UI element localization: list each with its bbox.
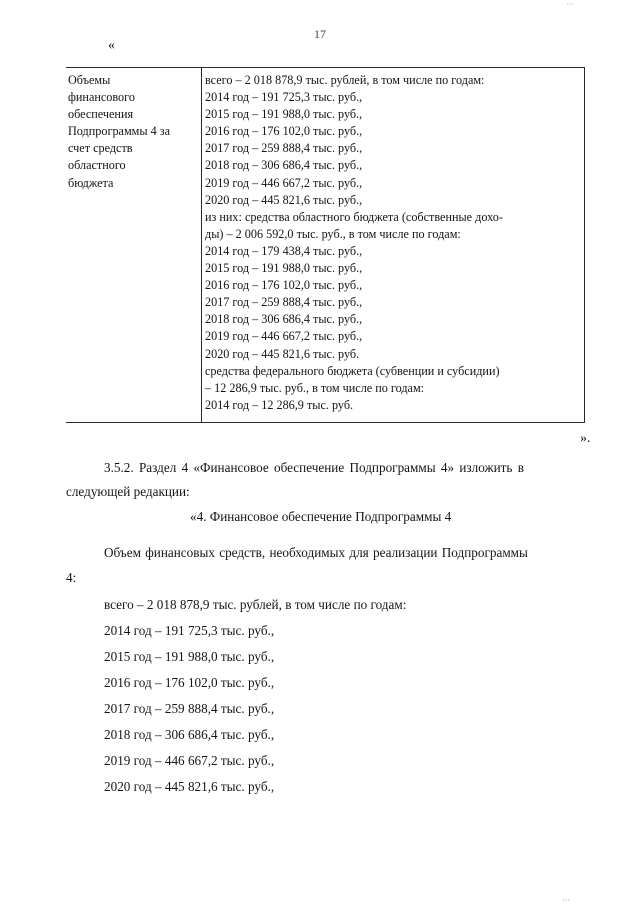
amendment-paragraph-line: 3.5.2. Раздел 4 «Финансовое обеспечение Подпрограммы 4» изложить в [104,460,524,475]
funding-total-line: всего – 2 018 878,9 тыс. рублей, в том числе по годам: [104,597,407,612]
section-heading: «4. Финансовое обеспечение Подпрограммы 4 [190,509,452,524]
right-cell-line: 2016 год – 176 102,0 тыс. руб., [205,278,363,293]
right-cell-line: 2015 год – 191 988,0 тыс. руб., [205,261,363,276]
right-cell-line: 2017 год – 259 888,4 тыс. руб., [205,295,363,310]
right-cell-line: 2014 год – 179 438,4 тыс. руб., [205,243,363,258]
right-cell-line: ды) – 2 006 592,0 тыс. руб., в том числе по годам: [205,226,461,241]
table-left-cell [68,72,200,192]
funding-year-line: 2015 год – 191 988,0 тыс. руб., [104,649,275,664]
financing-table [66,67,585,423]
right-cell-line: 2019 год – 446 667,2 тыс. руб., [205,329,363,344]
left-cell-line: Подпрограммы 4 за [68,124,170,139]
right-cell-line: средства федерального бюджета (субвенции и субсидии) [205,363,500,378]
right-cell-line: 2014 год – 12 286,9 тыс. руб. [205,397,354,412]
right-cell-line: 2017 год – 259 888,4 тыс. руб., [205,141,363,156]
right-cell-line: всего – 2 018 878,9 тыс. рублей, в том числе по годам: [205,73,485,87]
funding-year-line: 2019 год – 446 667,2 тыс. руб., [104,753,275,768]
scan-corner-mark: ··· [562,896,570,905]
funding-year-line: 2018 год – 306 686,4 тыс. руб., [104,727,275,742]
scan-corner-mark: ··· [566,0,574,9]
left-cell-line: финансового [68,90,135,105]
right-cell-line: – 12 286,9 тыс. руб., в том числе по годам: [205,380,425,395]
table-column-divider [201,68,202,422]
right-cell-line: 2020 год – 445 821,6 тыс. руб., [205,192,363,207]
left-cell-line: бюджета [68,175,114,190]
left-cell-line: счет средств [68,141,133,156]
table-close-quote: ». [580,431,591,446]
funding-year-line: 2016 год – 176 102,0 тыс. руб., [104,675,275,690]
funding-year-line: 2014 год – 191 725,3 тыс. руб., [104,623,275,638]
funding-year-line: 2020 год – 445 821,6 тыс. руб., [104,779,275,794]
amendment-paragraph-line: следующей редакции: [66,484,190,499]
right-cell-line: из них: средства областного бюджета (собственные дохо- [205,209,503,224]
left-cell-line: обеспечения [68,107,134,122]
volume-paragraph-line: Объем финансовых средств, необходимых для реализации Подпрограммы [104,545,528,560]
left-cell-line: областного [68,158,126,173]
right-cell-line: 2014 год – 191 725,3 тыс. руб., [205,90,363,105]
funding-year-line: 2017 год – 259 888,4 тыс. руб., [104,701,275,716]
right-cell-line: 2015 год – 191 988,0 тыс. руб., [205,107,363,122]
right-cell-line: 2016 год – 176 102,0 тыс. руб., [205,124,363,139]
table-open-quote: « [108,38,115,53]
right-cell-line: 2020 год – 445 821,6 тыс. руб. [205,346,360,361]
page-number: 17 [314,27,326,41]
right-cell-line: 2018 год – 306 686,4 тыс. руб., [205,158,363,173]
volume-paragraph-line: 4: [66,570,77,585]
right-cell-line: 2019 год – 446 667,2 тыс. руб., [205,175,363,190]
right-cell-line: 2018 год – 306 686,4 тыс. руб., [205,312,363,327]
table-right-cell [205,72,581,414]
left-cell-line: Объемы [68,73,111,87]
